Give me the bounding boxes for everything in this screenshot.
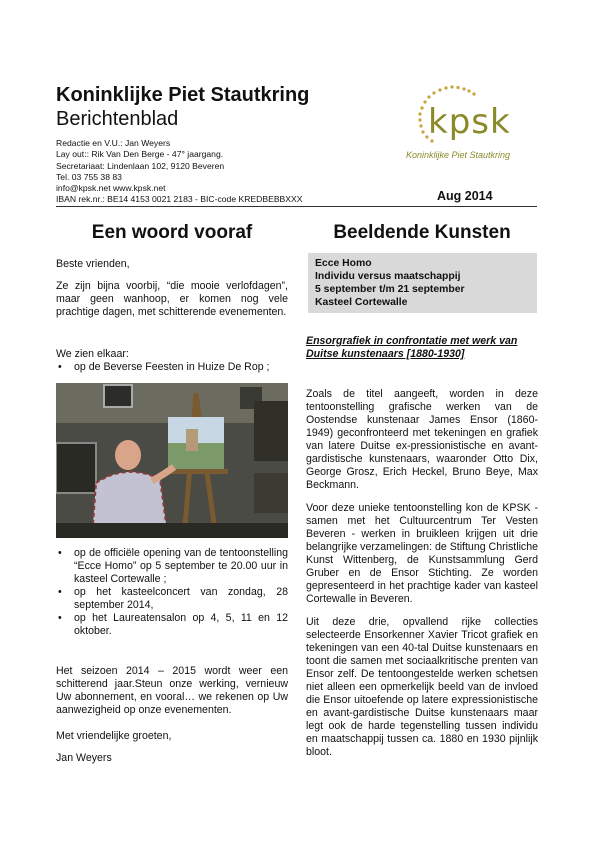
exhibition-title: Ecce Homo bbox=[315, 258, 372, 269]
newsletter-subtitle: Berichtenblad bbox=[56, 108, 179, 130]
intro-paragraph: Ze zijn bijna voorbij, “die mooie verlofdagen”, maar geen wanhoop, er komen nog vele prachtige dagen, met schitterende evenementen. bbox=[56, 280, 288, 318]
article-subheading: Ensorgrafiek in confrontatie met werk van Duitse kunstenaars [1880-1930] bbox=[306, 335, 518, 360]
list-item: • op de Beverse Feesten in Huize De Rop ; bbox=[56, 361, 288, 374]
artist-painting-photo bbox=[56, 383, 288, 538]
see-each-other: We zien elkaar: bbox=[56, 348, 129, 360]
photo-illustration bbox=[56, 383, 288, 538]
bullet-list-bottom bbox=[56, 547, 288, 638]
article-paragraph-3: Uit deze drie, opvallend rijke collecties selecteerde Ensorkenner Xavier Tricot grafiek en tekeningen van een 40-tal Duitse kunstenaars en toont die samen met sociaalkritische prenten van Ensor zelf. De tentoongestelde werken schetsen niet alleen een opmerkelijk beeld van de invloed die Ensor uitoefende op latere expressionistische en avant-gardistische Duitse kunstenaars maar legt ook de harde tegenstelling tussen individu en maatschappij tussen ca. 1880 en 1930 pijnlijk bloot. bbox=[306, 616, 538, 758]
season-paragraph: Het seizoen 2014 – 2015 wordt weer een schitterend jaar.Steun onze werking, vernieuw Uw abonnement, en vooral… we rekenen op Uw aanwezigheid op onze evenementen. bbox=[56, 665, 288, 716]
phone-line: Tel. 03 755 38 83 bbox=[56, 171, 122, 182]
closing: Met vriendelijke groeten, bbox=[56, 730, 172, 742]
bullet-list-top bbox=[56, 361, 288, 374]
exhibition-info-box bbox=[308, 253, 537, 313]
logo-tagline: Koninklijke Piet Stautkring bbox=[406, 150, 511, 160]
email-web-line: info@kpsk.net www.kpsk.net bbox=[56, 183, 166, 194]
list-item: • op de officiële opening van de tentoonstelling “Ecce Homo” op 5 september te 20.00 uur in kasteel Cortewalle ; bbox=[56, 547, 288, 586]
list-item: • op het kasteelconcert van zondag, 28 september 2014, bbox=[56, 586, 288, 612]
editor-line: Redactie en V.U.: Jan Weyers bbox=[56, 138, 171, 148]
exhibition-dates: 5 september t/m 21 september bbox=[315, 284, 465, 295]
list-item: • op het Laureatensalon op 4, 5, 11 en 12 oktober. bbox=[56, 612, 288, 638]
logo-mark: kpsk bbox=[428, 102, 511, 142]
greeting: Beste vrienden, bbox=[56, 258, 130, 270]
layout-line: Lay out:: Rik Van Den Berge - 47° jaargang. bbox=[56, 149, 224, 160]
signature: Jan Weyers bbox=[56, 752, 112, 764]
org-name: Koninklijke Piet Stautkring bbox=[56, 84, 310, 106]
kpsk-logo bbox=[404, 84, 534, 170]
header-divider bbox=[56, 206, 537, 207]
article-paragraph-2: Voor deze unieke tentoonstelling kon de KPSK - samen met het Cultuurcentrum Ter Vesten Beveren - werken in bruikleen krijgen uit drie belangrijke verzamelingen: de Stiftung Christliche Kunst Wittenberg, de Kunstsammlung Gerd Gruber en de Ensor Stichting. Ze worden gepresenteerd in het prachtige kader van kasteel Cortewalle in Beveren. bbox=[306, 502, 539, 605]
article-paragraph-1: Zoals de titel aangeeft, worden in deze tentoonstelling grafische werken van de Oostendse kunstenaar James Ensor (1860-1949) geconfronteerd met tekeningen en grafiek van latere Duitse ex-pressionistische en avant-gardistische kunstenaars, waaronder Otto Dix, George Grosz, Erich Heckel, Bruno Beye, Max Beckmann. bbox=[306, 388, 538, 491]
masthead-info bbox=[56, 138, 356, 206]
secretariat-line: Secretariaat: Lindenlaan 102, 9120 Beveren bbox=[56, 160, 225, 171]
iban-line: IBAN rek.nr.: BE14 4153 0021 2183 - BIC-code KREDBEBBXXX bbox=[56, 194, 303, 205]
left-heading: Een woord vooraf bbox=[91, 222, 253, 243]
right-heading: Beeldende Kunsten bbox=[333, 222, 511, 243]
exhibition-venue: Kasteel Cortewalle bbox=[315, 297, 408, 308]
issue-date: Aug 2014 bbox=[437, 189, 493, 203]
exhibition-subtitle: Individu versus maatschappij bbox=[315, 271, 461, 282]
